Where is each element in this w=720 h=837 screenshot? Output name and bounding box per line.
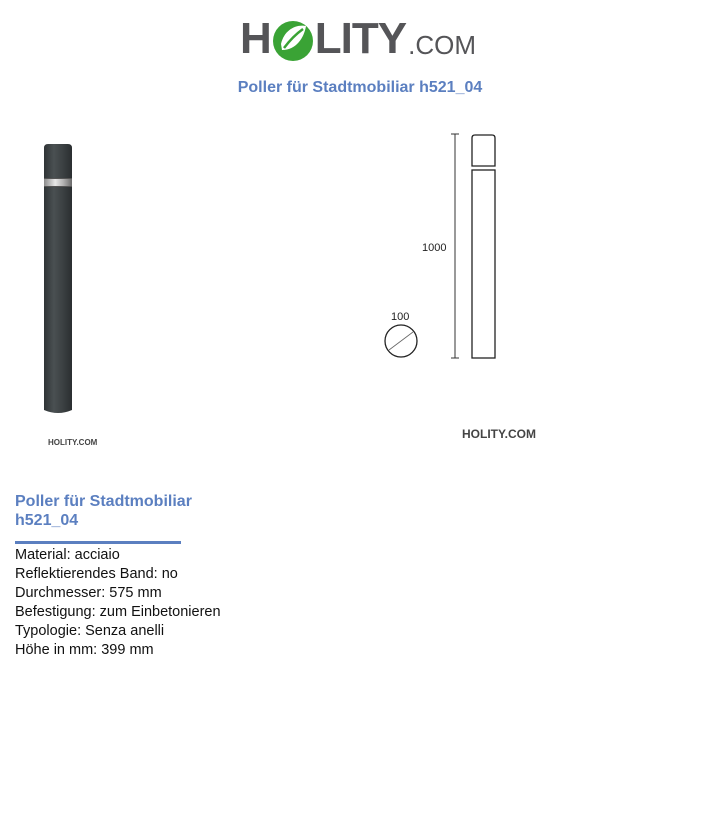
technical-drawing — [360, 120, 560, 390]
spec-item: Reflektierendes Band: no — [15, 566, 178, 582]
drawing-watermark-logo: HOLITY.COM — [462, 427, 536, 441]
height-label: 1000 — [422, 242, 447, 254]
spec-item: Typologie: Senza anelli — [15, 623, 165, 639]
title-divider — [15, 541, 181, 544]
site-logo[interactable] — [240, 12, 485, 66]
spec-item: Befestigung: zum Einbetonieren — [15, 604, 221, 620]
logo-text-end: LITY — [314, 14, 407, 63]
spec-item: Material: acciaio — [15, 547, 120, 563]
photo-watermark-logo: HOLITY.COM — [48, 438, 98, 447]
logo-text-start: H — [240, 14, 271, 63]
spec-item: Höhe in mm: 399 mm — [15, 642, 154, 658]
logo-domain: .COM — [408, 30, 476, 60]
product-title: Poller für Stadtmobiliar h521_04 — [15, 493, 192, 529]
bollard-head-outline — [472, 135, 495, 166]
spec-item: Durchmesser: 575 mm — [15, 585, 162, 601]
product-photo — [30, 130, 110, 430]
page-title: Poller für Stadtmobiliar h521_04 — [237, 79, 483, 96]
spec-list — [15, 546, 221, 660]
leaf-logo-icon — [272, 14, 314, 64]
bollard-body-outline — [472, 170, 495, 358]
diameter-label: 100 — [391, 311, 410, 323]
